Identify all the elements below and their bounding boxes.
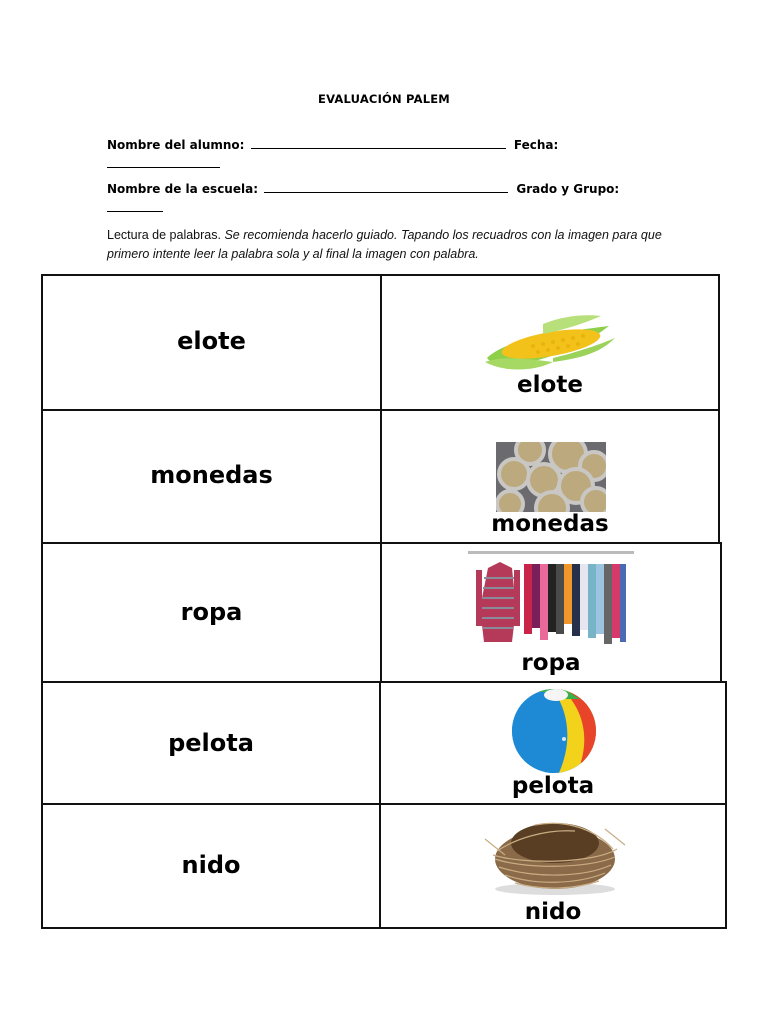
word-cell [41,274,382,411]
instructions-lead: Lectura de palabras. [107,228,221,242]
student-name-line [107,136,558,152]
nest-image [475,809,631,897]
beach-ball-image [510,685,598,773]
date-label: Fecha: [513,138,559,152]
school-name-line [107,180,619,196]
image-cell [379,803,727,929]
word-cell [41,803,381,929]
caption-text: ropa [521,650,581,676]
word-text: monedas [150,461,273,489]
school-name-label: Nombre de la escuela: [107,182,258,196]
date-field[interactable] [107,166,220,168]
caption-text: pelota [511,773,595,799]
word-text: pelota [168,729,254,757]
coins-image [496,442,606,512]
instructions-detail: Se recomienda hacerlo guiado. Tapando los recuadros con la imagen para que primero intente leer la palabra sola y al final la imagen con palabra. [107,228,662,261]
image-cell [380,542,722,683]
instructions [107,226,667,264]
caption-text: monedas [491,511,609,537]
school-name-field[interactable] [264,180,508,193]
caption-text: nido [524,899,582,925]
grade-group-field[interactable] [107,210,163,212]
word-text: nido [181,851,241,879]
image-cell [380,274,720,411]
grade-group-label: Grado y Grupo: [516,182,620,196]
image-cell [379,681,727,805]
word-text: elote [177,327,246,355]
student-name-field[interactable] [251,136,506,149]
word-cell [41,542,382,683]
image-cell [380,409,720,544]
word-text: ropa [180,598,243,626]
page-title: EVALUACIÓN PALEM [318,92,450,106]
word-cell [41,409,382,544]
clothes-rack-image [468,548,634,648]
word-cell [41,681,381,805]
student-name-label: Nombre del alumno: [107,138,245,152]
corn-image [483,312,617,372]
caption-text: elote [517,372,583,398]
